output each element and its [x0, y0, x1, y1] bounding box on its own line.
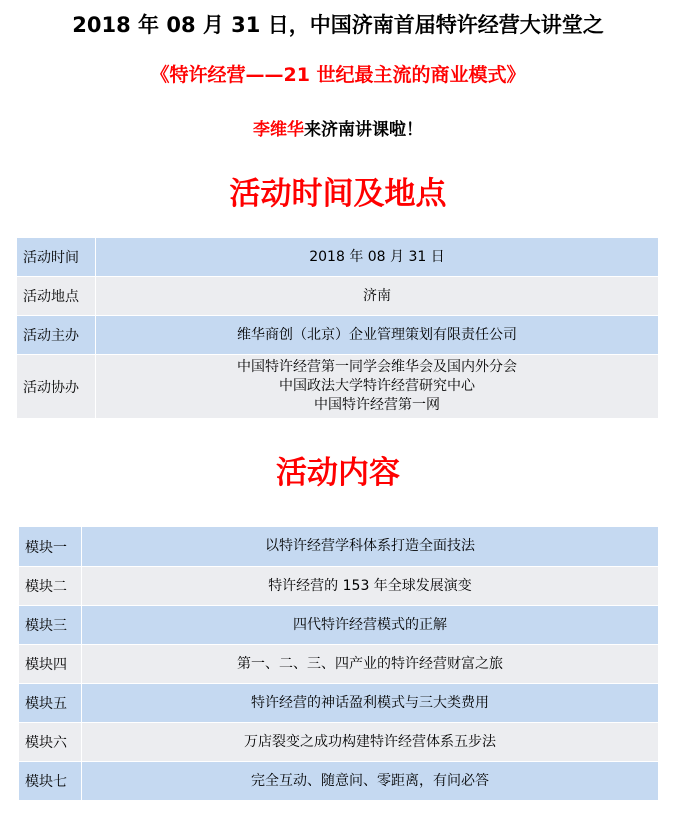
module-text: 第一、二、三、四产业的特许经营财富之旅: [81, 644, 658, 683]
section-title-content: 活动内容: [276, 455, 400, 491]
info-label: 活动地点: [17, 276, 95, 315]
module-label: 模块四: [19, 644, 81, 683]
info-row-time: [17, 238, 658, 276]
info-value-line: 2018 年 08 月 31 日: [309, 248, 445, 265]
info-label: 活动主办: [17, 315, 95, 354]
info-label: 活动时间: [17, 238, 95, 276]
module-row: [19, 644, 658, 683]
modules-table: [19, 527, 658, 800]
module-text: 完全互动、随意问、零距离，有问必答: [81, 761, 658, 800]
module-row: [19, 722, 658, 761]
info-value: [95, 354, 658, 418]
info-value-line: 中国特许经营第一同学会维华会及国内外分会: [237, 359, 517, 375]
headline-course-title: 《特许经营——21 世纪最主流的商业模式》: [150, 64, 526, 86]
module-row: [19, 566, 658, 605]
module-label: 模块二: [19, 566, 81, 605]
info-value: [95, 238, 658, 276]
module-row: [19, 527, 658, 566]
speaker-announcement: 来济南讲课啦！: [304, 120, 423, 140]
module-label: 模块三: [19, 605, 81, 644]
info-label: 活动协办: [17, 354, 95, 418]
module-text: 万店裂变之成功构建特许经营体系五步法: [81, 722, 658, 761]
module-row: [19, 683, 658, 722]
module-label: 模块六: [19, 722, 81, 761]
module-label: 模块五: [19, 683, 81, 722]
info-value-line: 济南: [363, 287, 391, 304]
info-value-line: 中国特许经营第一网: [314, 397, 440, 413]
info-value: [95, 276, 658, 315]
module-text: 以特许经营学科体系打造全面技法: [81, 527, 658, 566]
headline-date-event: 2018 年 08 月 31 日，中国济南首届特许经营大讲堂之: [72, 13, 604, 37]
module-text: 特许经营的 153 年全球发展演变: [81, 566, 658, 605]
event-info-table: [17, 238, 658, 418]
info-row-co-organizer: [17, 354, 658, 418]
info-row-place: [17, 276, 658, 315]
module-label: 模块一: [19, 527, 81, 566]
info-value-line: 维华商创（北京）企业管理策划有限责任公司: [237, 326, 517, 343]
info-value: [95, 315, 658, 354]
info-value-line: 中国政法大学特许经营研究中心: [279, 378, 475, 394]
module-row: [19, 605, 658, 644]
info-row-organizer: [17, 315, 658, 354]
headline-speaker: [0, 115, 676, 145]
module-row: [19, 761, 658, 800]
module-label: 模块七: [19, 761, 81, 800]
section-title-time-place: 活动时间及地点: [229, 176, 447, 212]
speaker-name: 李维华: [253, 120, 304, 140]
module-text: 特许经营的神话盈利模式与三大类费用: [81, 683, 658, 722]
module-text: 四代特许经营模式的正解: [81, 605, 658, 644]
